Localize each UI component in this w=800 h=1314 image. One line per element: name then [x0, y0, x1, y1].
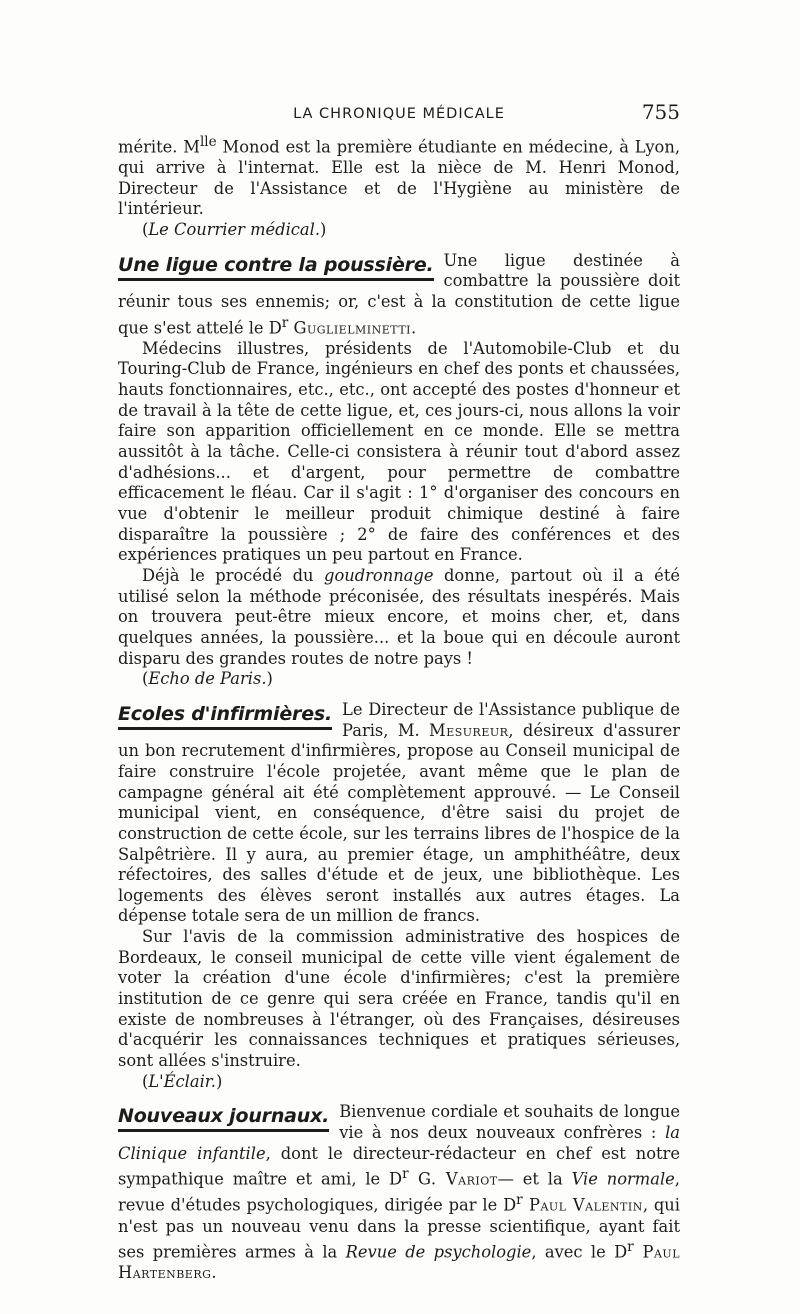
- ligue-paragraph-3: [118, 566, 680, 669]
- ecoles-p1-name: Mesureur: [429, 720, 509, 740]
- intro-source: (Le Courrier médical.): [142, 220, 327, 240]
- ecoles-paragraph-2: Sur l'avis de la commission administrative des hospices de Bordeaux, le conseil municipal de cette ville vient également de voter la création d'une école d'infirmières; c'est la première institution de ce genre qui sera créée en France, tandis qu'il en existe de nombreuses à l'étranger, où des Françaises, désireuses d'acquérir les connaissances techniques et pratiques sérieuses, sont allées s'instruire.: [118, 927, 680, 1071]
- section-ecoles: [118, 700, 680, 1092]
- journaux-superscript-3: r: [627, 1239, 634, 1256]
- journaux-superscript-1: r: [402, 1166, 409, 1183]
- page-number: 755: [641, 100, 680, 124]
- journaux-superscript-2: r: [516, 1192, 523, 1209]
- ligue-p1-name: Guglielminetti.: [293, 318, 417, 338]
- ligue-source-name: Echo de Paris.: [148, 669, 267, 689]
- person-name-hartenberg: Paul Hartenberg: [118, 1242, 681, 1283]
- ligue-p3-italic: goudronnage: [324, 565, 434, 585]
- journaux-text-4: , revue d'études psychologiques, dirigée par le D: [118, 1169, 680, 1215]
- person-name-valentin: Paul Valentin: [522, 1195, 643, 1215]
- intro-text-end: Monod est la première étudiante en médecine, à Lyon, qui arrive à l'internat. Elle est la nièce de M. Henri Monod, Directeur de l'Assistance et de l'Hygiène au ministère de l'intérieur.: [118, 137, 680, 219]
- ecoles-paragraph-1: [118, 700, 680, 927]
- journaux-text-1: Bienvenue cordiale et souhaits de longue vie à nos deux nouveaux confrères :: [339, 1102, 680, 1143]
- ecoles-source: (L'Éclair.): [142, 1071, 223, 1091]
- journaux-text-3: — et la: [497, 1169, 572, 1189]
- journal-title-clinique: la Clinique infantile: [118, 1123, 680, 1163]
- section-heading-journaux: Nouveaux journaux.: [118, 1105, 329, 1132]
- ligue-p3-text-start: Déjà le procédé du: [142, 565, 325, 585]
- journaux-text-2: , dont le directeur-rédacteur en chef est notre sympathique maître et ami, le D: [118, 1143, 680, 1189]
- ligue-p1-text: Une ligue destinée à combattre la poussière doit réunir tous ses ennemis; or, c'est à la constitution de cette ligue que s'est attelé le D: [118, 250, 680, 338]
- ecoles-p1-text-end: , désireux d'assurer un bon recrutement d'infirmières, propose au Conseil municipal de faire construire l'école projetée, avant même que le plan de campagne général ait été complètement approuvé. — Le Conseil municipal vient, en conséquence, d'être saisi du projet de construction de cette école, sur les terrains libres de l'hospice de la Salpêtrière. Il y aura, au premier étage, un amphithéâtre, deux réfectoires, des salles d'étude et de jeux, une bibliothèque. Les logements des élèves seront installés aux autres étages. La dépense totale sera de un million de francs.: [118, 720, 680, 926]
- ligue-p1-superscript: r: [281, 314, 289, 331]
- ecoles-p1-text-start: Le Directeur de l'Assistance publique de Paris, M.: [342, 699, 680, 740]
- section-ligue: [118, 251, 680, 690]
- section-journaux: [118, 1102, 680, 1284]
- ligue-source: (Echo de Paris.): [142, 669, 273, 689]
- section-heading-ligue: Une ligue contre la poussière.: [118, 254, 434, 281]
- intro-source-name: Le Courrier médical.: [148, 220, 321, 240]
- intro-paragraph: [118, 132, 680, 220]
- journaux-text-7: .: [211, 1263, 217, 1283]
- running-title: LA CHRONIQUE MÉDICALE: [293, 106, 505, 122]
- journaux-text-6: , avec le D: [531, 1242, 628, 1262]
- ecoles-source-name: L'Éclair.: [148, 1071, 216, 1091]
- ligue-paragraph-2: Médecins illustres, présidents de l'Automobile-Club et du Touring-Club de France, ingénieurs en chef des ponts et chaussées, hauts fonctionnaires, etc., etc., ont accepté des postes d'honneur et de travail à la tête de cette ligue, et, ces jours-ci, nous allons la voir faire son apparition officiellement en ce monde. Elle se mettra aussitôt à la tâche. Celle-ci consistera à réunir tout d'abord assez d'adhésions... et d'argent, pour permettre de combattre efficacement le fléau. Car il s'agit : 1° d'organiser des concours en vue d'obtenir le meilleur produit chimique destiné à faire disparaître la poussière ; 2° de faire des conférences et des expériences pratiques un peu partout en France.: [118, 338, 680, 565]
- person-name-variot: G. Variot: [408, 1169, 498, 1189]
- journaux-text-5: , qui n'est pas un nouveau venu dans la presse scientifique, ayant fait ses premières armes à la: [118, 1195, 681, 1262]
- intro-superscript: lle: [199, 134, 217, 150]
- intro-text-start: mérite. M: [118, 137, 200, 157]
- journal-title-revue-psychologie: Revue de psychologie: [345, 1242, 532, 1262]
- section-heading-ecoles: Ecoles d'infirmières.: [118, 703, 332, 730]
- page-header: [118, 100, 680, 126]
- journal-title-vie-normale: Vie normale: [571, 1169, 675, 1189]
- ligue-p3-text-end: donne, partout où il a été utilisé selon la méthode préconisée, des résultats inespérés. Mais on trouvera peut-être mieux encore, et moins cher, et, dans quelques années, la poussière... et la boue qui en découle auront disparu des grandes routes de notre pays !: [118, 565, 680, 668]
- article-body: [118, 132, 680, 1284]
